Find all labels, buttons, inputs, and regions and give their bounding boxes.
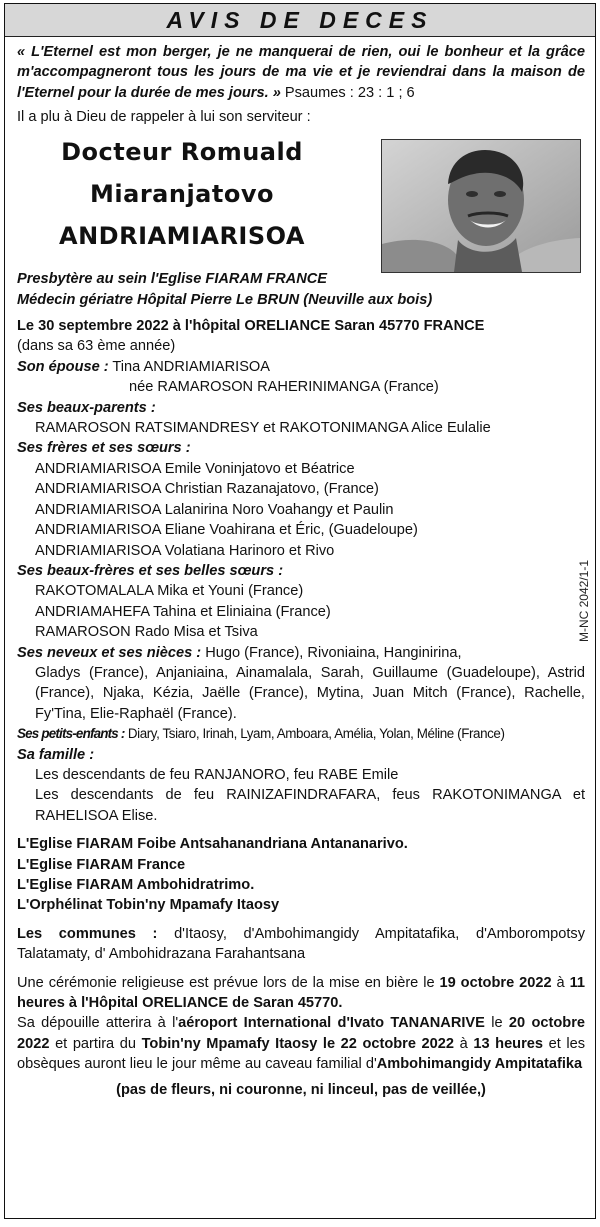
- organization-item: L'Eglise FIARAM Ambohidratrimo.: [17, 877, 255, 893]
- grandchildren-list: Diary, Tsiaro, Irinah, Lyam, Amboara, Amélia, Yolan, Méline (France): [127, 726, 505, 742]
- spouse-line: [17, 357, 585, 377]
- ceremony-paragraph: [17, 973, 585, 1014]
- sibling-inlaw-item: ANDRIAMAHEFA Tahina et Eliniaina (France): [35, 603, 331, 620]
- footer-note: (pas de fleurs, ni couronne, ni linceul, pas de veillée,): [116, 1081, 486, 1098]
- departure-time: 13 heures: [473, 1035, 544, 1052]
- grandchildren-line: [17, 724, 585, 744]
- nephews-label: Ses neveux et ses nièces :: [17, 644, 202, 661]
- sibling-item: ANDRIAMIARISOA Volatiana Harinoro et Rivo: [35, 542, 335, 559]
- airport-name: aéroport International d'Ivato TANANARIVE: [178, 1015, 485, 1032]
- nephews-line: [17, 643, 585, 663]
- notice-header: AVIS DE DECES: [5, 4, 595, 37]
- quote-reference: Psaumes : 23 : 1 ; 6: [284, 84, 415, 101]
- family-item: Les descendants de feu RAINIZAFINDRAFARA, feus RAKOTONIMANGA et RAHELISOA Elise.: [35, 787, 585, 824]
- family-label: Sa famille :: [17, 746, 95, 763]
- departure-place-date: Tobin'ny Mpamafy Itaosy le 22 octobre 2022: [141, 1035, 455, 1052]
- deceased-name-line1: Docteur Romuald: [61, 137, 303, 166]
- inlaws-label: Ses beaux-parents :: [17, 399, 156, 416]
- intro-line: Il a plu à Dieu de rappeler à lui son serviteur :: [17, 109, 311, 126]
- siblings-label: Ses frères et ses sœurs :: [17, 440, 191, 457]
- sibling-item: ANDRIAMIARISOA Emile Voninjatovo et Béatrice: [35, 460, 355, 477]
- siblings-inlaw-label: Ses beaux-frères et ses belles sœurs :: [17, 562, 284, 579]
- spouse-label: Son épouse :: [17, 358, 109, 375]
- repatriation-text: Sa dépouille atterira à l': [17, 1015, 179, 1032]
- ceremony-date: 19 octobre 2022: [439, 974, 552, 991]
- organizations-list: [17, 834, 585, 916]
- organization-item: L'Eglise FIARAM France: [17, 856, 186, 873]
- deceased-titles: [17, 269, 585, 310]
- deceased-block: [17, 107, 585, 257]
- death-date-place: Le 30 septembre 2022 à l'hôpital ORELIANCE Saran 45770 FRANCE: [17, 318, 485, 335]
- bible-quote: [17, 42, 585, 103]
- repatriation-text: à: [459, 1035, 468, 1052]
- communes-text: d'Itaosy, d'Ambohimangidy Ampitatafika, d'Amborompotsy Talatamaty, d' Ambohidrazana Farahantsana: [17, 925, 585, 963]
- sibling-item: ANDRIAMIARISOA Eliane Voahirana et Éric, (Guadeloupe): [35, 522, 418, 539]
- arrival-date: 20 octobre 2022: [17, 1015, 585, 1052]
- organization-item: L'Orphélinat Tobin'ny Mpamafy Itaosy: [17, 897, 280, 914]
- repatriation-text: le: [491, 1015, 503, 1032]
- sibling-inlaw-item: RAMAROSON Rado Misa et Tsiva: [35, 624, 258, 641]
- repatriation-paragraph: [17, 1013, 585, 1074]
- title-physician: Médecin gériatre Hôpital Pierre Le BRUN (Neuville aux bois): [17, 291, 433, 308]
- organization-item: L'Eglise FIARAM Foibe Antsahanandriana Antananarivo.: [17, 836, 408, 853]
- inlaws-item: RAMAROSON RATSIMANDRESY et RAKOTONIMANGA Alice Eulalie: [35, 420, 491, 437]
- communes-paragraph: [17, 924, 585, 965]
- spouse-maiden-name: née RAMAROSON RAHERINIMANGA (France): [129, 379, 439, 396]
- communes-label: Les communes :: [17, 925, 158, 942]
- obituary-notice: [4, 3, 596, 1219]
- grandchildren-label: Ses petits-enfants :: [17, 726, 125, 742]
- deceased-name-line2: Miaranjatovo: [90, 179, 274, 208]
- portrait-illustration: [382, 140, 580, 272]
- burial-place: Ambohimangidy Ampitatafika: [376, 1056, 583, 1073]
- deceased-name-line3: ANDRIAMIARISOA: [59, 221, 305, 250]
- nephews-first: Hugo (France), Rivoniaina, Hanginirina,: [205, 644, 462, 661]
- repatriation-text: et partira du: [55, 1035, 136, 1052]
- ceremony-text: Une cérémonie religieuse est prévue lors de la mise en bière le: [17, 974, 435, 991]
- repatriation-text: et les obsèques auront lieu le jour même au caveau familial d': [17, 1035, 586, 1073]
- sibling-item: ANDRIAMIARISOA Christian Razanajatovo, (France): [35, 481, 379, 498]
- sibling-item: ANDRIAMIARISOA Lalanirina Noro Voahangy et Paulin: [35, 501, 394, 518]
- notice-content: [5, 37, 595, 1100]
- spouse-name: Tina ANDRIAMIARISOA: [112, 358, 271, 375]
- portrait-photo: [381, 139, 581, 273]
- family-item: Les descendants de feu RANJANORO, feu RABE Emile: [35, 766, 399, 783]
- title-presbyter: Presbytère au sein l'Eglise FIARAM FRANCE: [17, 271, 328, 288]
- death-age: (dans sa 63 ème année): [17, 338, 176, 355]
- ceremony-time-place: 11 heures à l'Hôpital ORELIANCE de Saran 45770.: [17, 974, 586, 1012]
- reference-code: M-NC 2042/1-1: [577, 560, 591, 643]
- quote-text: « L'Eternel est mon berger, je ne manquerai de rien, oui le bonheur et la grâce m'accompagneront tous les jours de ma vie et je reviendrai dans la maison de l'Eternel pour la durée de mes jours. »: [17, 44, 585, 101]
- sibling-inlaw-item: RAKOTOMALALA Mika et Youni (France): [35, 583, 304, 600]
- ceremony-text: à: [556, 974, 565, 991]
- nephews-list: Gladys (France), Anjaniaina, Ainamalala, Sarah, Guillaume (Guadeloupe), Astrid (France), Njaka, Kézia, Jaëlle (France), Mytina, Juan Mitch (France), Rachelle, Fy'Tina, Elie-Raphaël (France).: [35, 664, 585, 722]
